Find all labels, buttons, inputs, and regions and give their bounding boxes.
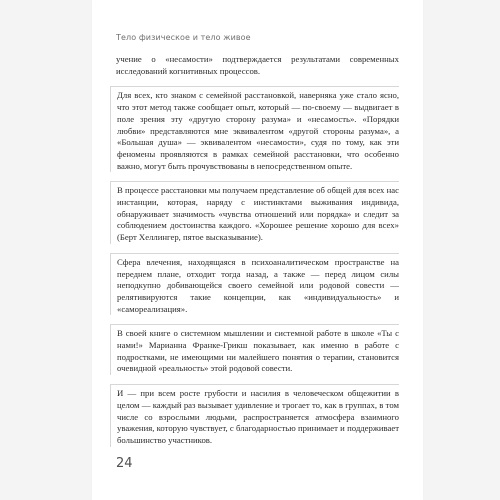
paragraph-3: В процессе расстановки мы получаем представление об общей для всех нас инстанции, которая, наряду с инстинктами выживания индивида, обнаруживает значимость «чувства отношений или порядка» и следит за соблюдением достоинства каждого. «Хорошее решение хорошо для всех» (Берт Хеллингер, пятое высказывание).	[110, 181, 399, 244]
paragraph-4: Сфера влечения, находящаяся в психоаналитическом пространстве на переднем плане, отходит тогда назад, а также — перед лицом силы неподкупно добивающейся своего семейной или родовой совести — релятивируются такие концепции, как «индивидуальность» и «самореализация».	[110, 253, 399, 316]
page-number: 24	[116, 456, 133, 471]
running-head: Тело физическое и тело живое	[116, 33, 251, 42]
book-page	[92, 0, 423, 500]
paragraph-6: И — при всем росте грубости и насилия в человеческом общежитии в целом — каждый раз вызывает удивление и трогает то, как в группах, в том числе со взрослыми людьми, распространяется атмосфера взаимного уважения, которую чувствует, с благодарностью принимает и поддерживает большинство участников.	[110, 384, 399, 447]
paragraph-5: В своей книге о системном мышлении и системной работе в школе «Ты с нами!» Марианна Франке-Грикш показывает, как именно в работе с подростками, не имеющими ни малейшего понятия о терапии, становится очевидной «реальность» этой родовой совести.	[110, 324, 399, 375]
paragraph-2: Для всех, кто знаком с семейной расстановкой, наверняка уже стало ясно, что этот метод также сообщает опыт, который — по-своему — выдвигает в поле зрения эту «другую сторону разума» и «несамость». «Порядки любви» представляются мне эквивалентом «другой стороны разума», а «Большая душа» — эквивалентом «несамости», судя по тому, как эти феномены проявляются в рамках семейной расстановки, что особенно важно, могут быть прочувствованы в непосредственном опыте.	[110, 86, 399, 172]
paragraph-1: учение о «несамости» подтверждается результатами современных исследований когнитивных процессов.	[116, 54, 399, 76]
body-text	[116, 54, 399, 456]
